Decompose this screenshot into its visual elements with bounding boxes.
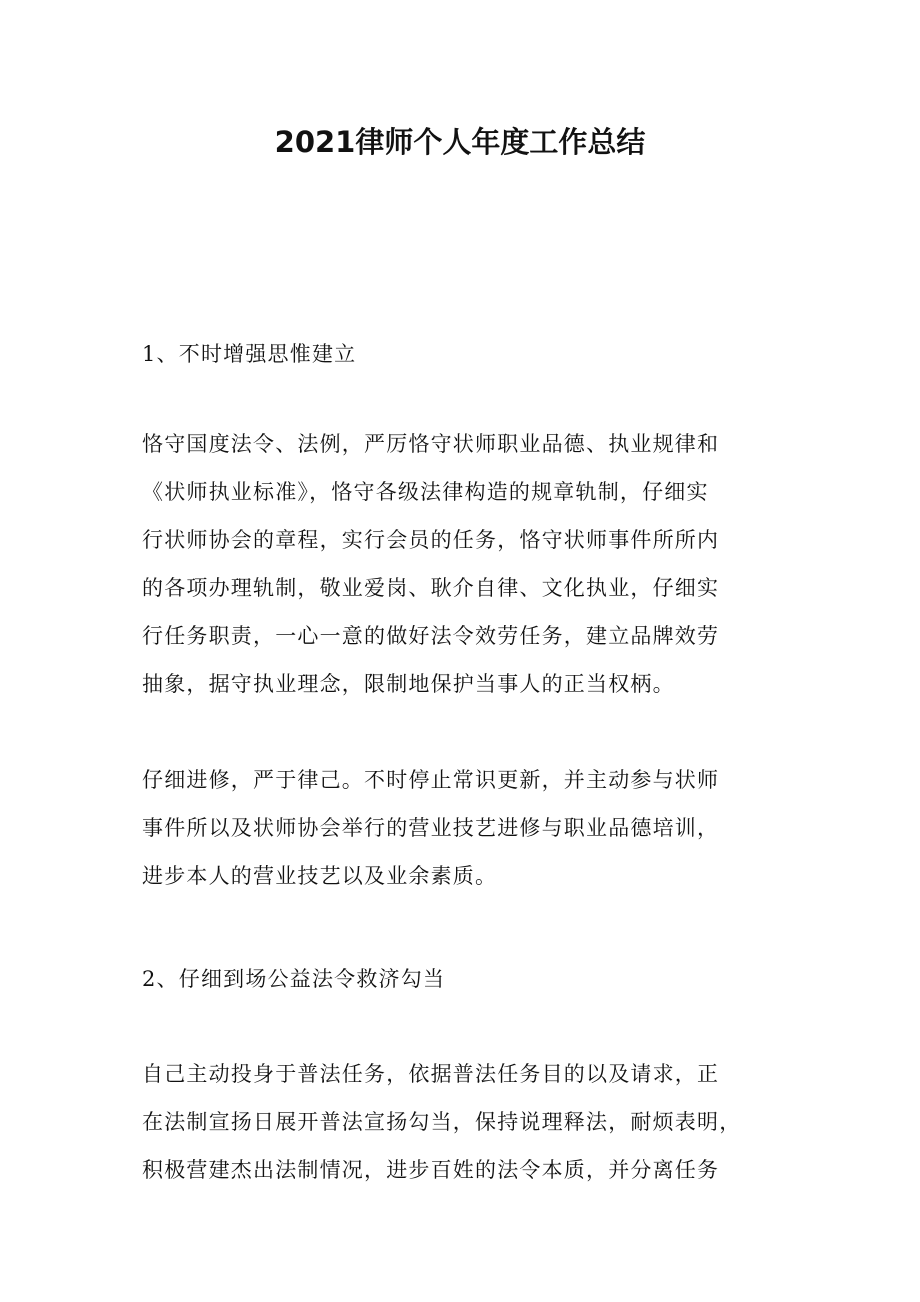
paragraph-line: 《状师执业标准》，恪守各级法律构造的规章轨制，仔细实 — [142, 480, 709, 504]
section-1-paragraph-1 — [142, 420, 792, 708]
paragraph-line: 积极营建杰出法制情况，进步百姓的法令本质，并分离任务 — [142, 1158, 720, 1182]
section-heading-1 — [142, 330, 792, 378]
paragraph-line: 在法制宣扬日展开普法宣扬勾当，保持说理释法，耐烦表明， — [142, 1110, 742, 1134]
section-heading: 2、仔细到场公益法令救济勾当 — [142, 967, 446, 991]
paragraph-line: 抽象，据守执业理念，限制地保护当事人的正当权柄。 — [142, 672, 675, 696]
paragraph-line: 仔细进修，严于律己。不时停止常识更新，并主动参与状师 — [142, 768, 720, 792]
section-heading-2 — [142, 955, 792, 1003]
document-title: 2021律师个人年度工作总结 — [274, 125, 646, 159]
paragraph-line: 进步本人的营业技艺以及业余素质。 — [142, 864, 498, 888]
paragraph-line: 自己主动投身于普法任务，依据普法任务目的以及请求，正 — [142, 1062, 720, 1086]
paragraph-line: 事件所以及状师协会举行的营业技艺进修与职业品德培训， — [142, 816, 720, 840]
paragraph-line: 恪守国度法令、法例，严厉恪守状师职业品德、执业规律和 — [142, 432, 720, 456]
paragraph-line: 行任务职责，一心一意的做好法令效劳任务，建立品牌效劳 — [142, 624, 720, 648]
paragraph-line: 行状师协会的章程，实行会员的任务，恪守状师事件所所内 — [142, 528, 720, 552]
section-2-paragraph-1 — [142, 1050, 792, 1194]
section-1-paragraph-2 — [142, 756, 792, 900]
section-heading: 1、不时增强思惟建立 — [142, 342, 357, 366]
paragraph-line: 的各项办理轨制，敬业爱岗、耿介自律、文化执业，仔细实 — [142, 576, 720, 600]
